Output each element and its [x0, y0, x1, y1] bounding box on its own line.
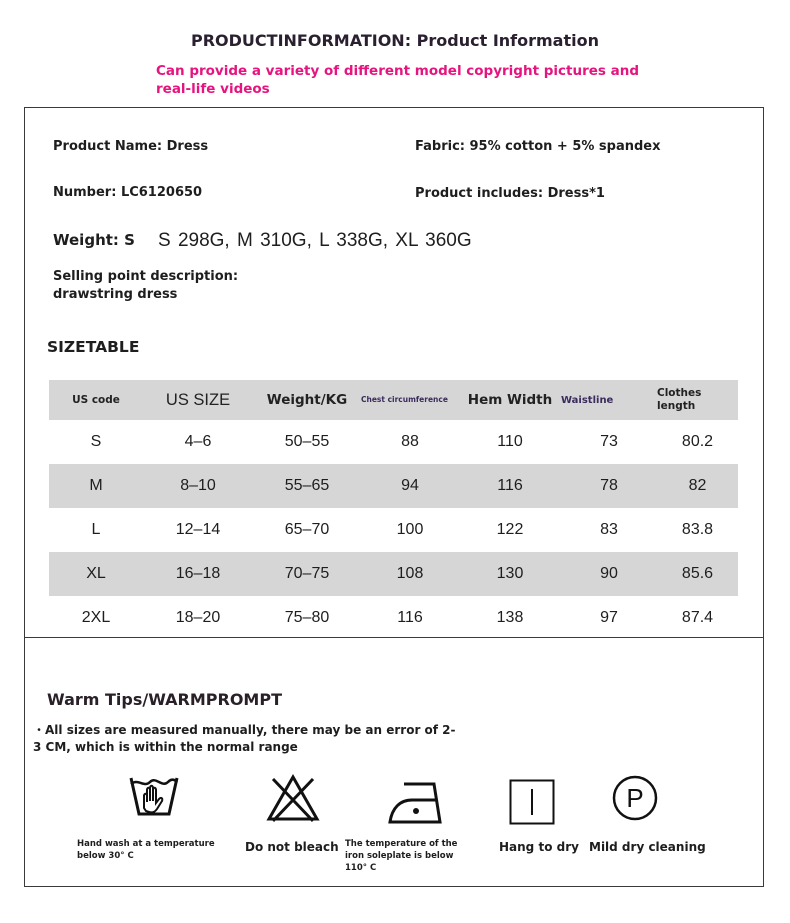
weight-label: Weight: S — [53, 231, 135, 249]
cell-chest: 108 — [396, 565, 424, 582]
product-fabric: Fabric: 95% cotton + 5% spandex — [415, 139, 661, 154]
cell-weight: 75–80 — [284, 609, 330, 626]
cell-hem-width: 138 — [496, 609, 524, 626]
cell-weight: 55–65 — [284, 477, 330, 494]
cell-chest: 88 — [401, 433, 419, 450]
hand-wash-label: Hand wash at a temperature below 30° C — [77, 839, 215, 861]
cell-clothes-length: 87.4 — [681, 609, 714, 626]
header-us-size: US SIZE — [165, 390, 231, 409]
cell-us-size: 16–18 — [175, 565, 221, 582]
product-includes: Product includes: Dress*1 — [415, 186, 605, 201]
iron-icon — [386, 780, 446, 831]
cell-us-code: XL — [86, 565, 106, 582]
header-us-code: US code — [72, 394, 120, 406]
table-row — [49, 596, 738, 640]
cell-hem-width: 122 — [496, 521, 524, 538]
iron-label: The temperature of the iron soleplate is below 110° C — [345, 839, 458, 873]
cell-chest: 94 — [401, 477, 419, 494]
table-row — [49, 552, 738, 596]
cell-waistline: 90 — [600, 565, 618, 582]
cell-us-size: 4–6 — [184, 433, 212, 450]
selling-point-label: Selling point description: — [53, 269, 239, 284]
svg-text:P: P — [626, 783, 644, 813]
hang-dry-icon — [509, 779, 555, 830]
cell-waistline: 83 — [600, 521, 618, 538]
cell-us-size: 18–20 — [175, 609, 221, 626]
cell-us-size: 8–10 — [180, 477, 216, 494]
size-table — [49, 380, 738, 640]
size-table-header-row — [49, 380, 738, 420]
hang-dry-label: Hang to dry — [499, 840, 579, 854]
do-not-bleach-label: Do not bleach — [245, 840, 339, 854]
table-row — [49, 508, 738, 552]
cell-hem-width: 130 — [496, 565, 524, 582]
cell-us-code: 2XL — [81, 609, 111, 626]
cell-weight: 65–70 — [284, 521, 330, 538]
table-row — [49, 420, 738, 464]
header-waistline: Waistline — [561, 394, 614, 406]
cell-clothes-length: 83.8 — [681, 521, 714, 538]
header-chest: Chest circumference — [361, 395, 448, 404]
selling-point-value: drawstring dress — [53, 287, 178, 302]
page-subtitle: Can provide a variety of different model copyright pictures and real-life videos — [156, 63, 640, 97]
header-weight: Weight/KG — [266, 392, 348, 408]
cell-us-code: L — [91, 521, 101, 538]
cell-hem-width: 110 — [497, 433, 523, 450]
size-table-title: SIZETABLE — [47, 338, 140, 356]
product-name: Product Name: Dress — [53, 139, 209, 154]
header-hem-width: Hem Width — [467, 392, 553, 408]
cell-clothes-length: 80.2 — [681, 433, 714, 450]
cell-us-code: M — [89, 477, 103, 494]
hand-wash-icon — [128, 774, 180, 827]
do-not-bleach-icon — [265, 773, 321, 830]
warm-tips-title: Warm Tips/WARMPROMPT — [47, 690, 282, 709]
cell-waistline: 73 — [600, 433, 618, 450]
header-clothes-length: Clothes length — [657, 387, 702, 412]
cell-chest: 116 — [397, 609, 423, 626]
weight-values: S 298G, M 310G, L 338G, XL 360G — [158, 230, 472, 251]
warm-tips-note: ・All sizes are measured manually, there may be an error of 2-3 CM, which is within the normal range — [33, 723, 456, 754]
cell-waistline: 97 — [600, 609, 618, 626]
product-number: Number: LC6120650 — [53, 185, 203, 200]
cell-weight: 50–55 — [284, 433, 330, 450]
cell-hem-width: 116 — [497, 477, 523, 494]
cell-clothes-length: 85.6 — [681, 565, 714, 582]
selling-point — [53, 268, 238, 304]
page-title: PRODUCTINFORMATION: Product Information — [191, 31, 599, 50]
cell-weight: 70–75 — [284, 565, 330, 582]
dry-clean-icon — [611, 774, 659, 827]
dry-clean-label: Mild dry cleaning — [589, 840, 706, 854]
table-row — [49, 464, 738, 508]
cell-us-size: 12–14 — [175, 521, 221, 538]
cell-clothes-length: 82 — [688, 477, 707, 494]
cell-chest: 100 — [396, 521, 424, 538]
cell-us-code: S — [90, 433, 102, 450]
cell-waistline: 78 — [600, 477, 618, 494]
